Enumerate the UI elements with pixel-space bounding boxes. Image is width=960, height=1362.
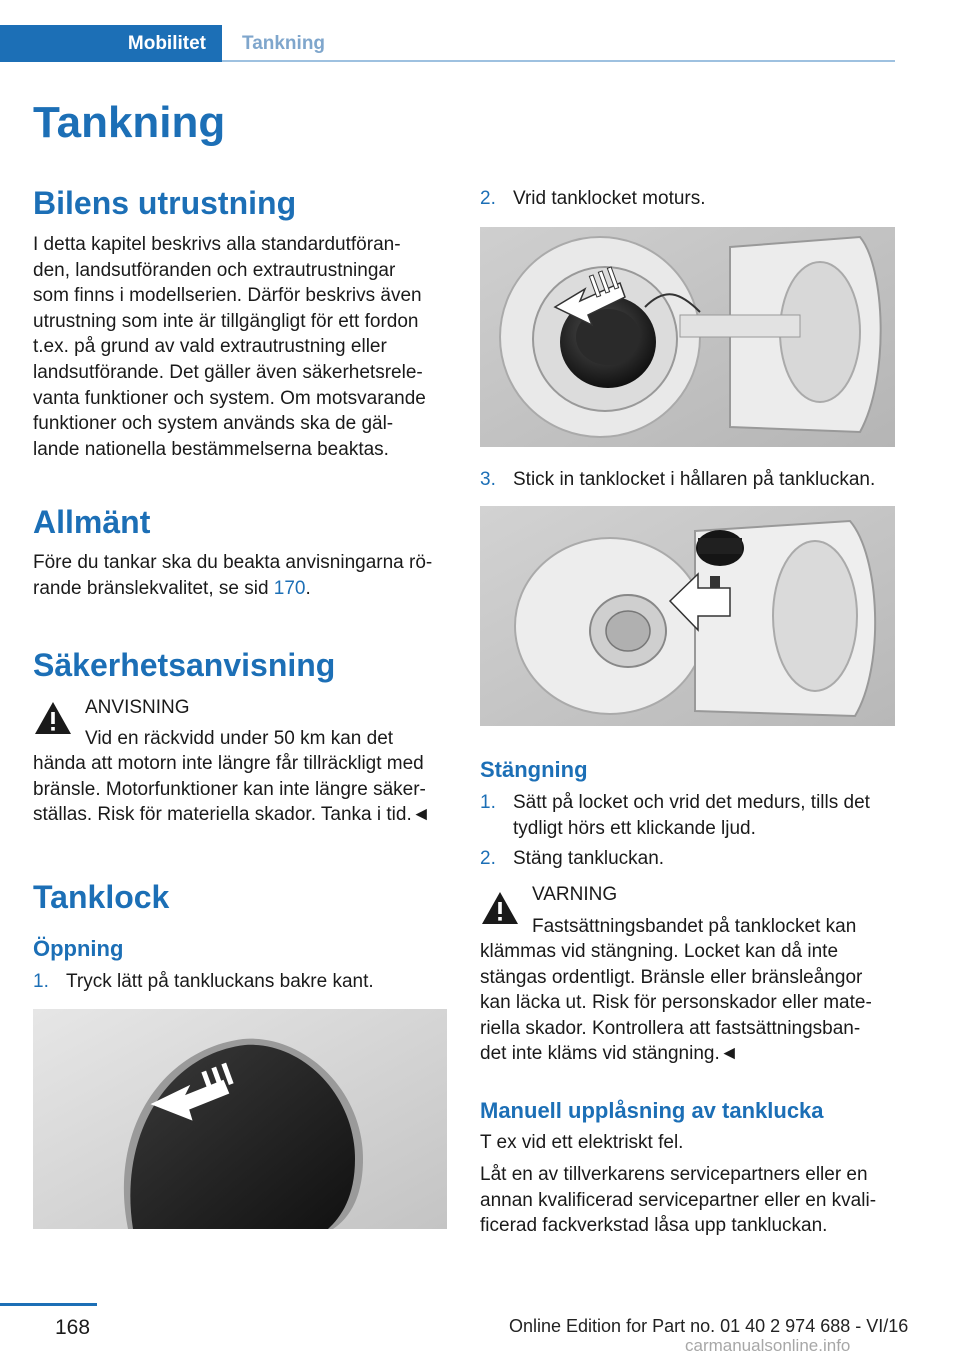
warning-paragraph [480, 939, 900, 1067]
list-item [480, 790, 900, 842]
text-line: tydligt hörs ett klickande ljud. [513, 817, 756, 839]
header-bar [0, 25, 895, 62]
text-line: hända att motorn inte längre får tillräckligt med [33, 753, 424, 774]
warning-first-line: Fastsättningsbandet på tanklocket kan [532, 916, 857, 937]
warning-triangle-icon [33, 700, 73, 736]
list-number: 3. [480, 469, 496, 490]
text-line: lande nationella bestämmelserna beaktas. [33, 438, 389, 460]
text-line: kan läcka ut. Risk för personskador eller mate‐ [480, 992, 872, 1014]
fuel-flap-photo [33, 1009, 447, 1229]
page-link[interactable]: 170 [273, 577, 306, 599]
page-title: Tankning [33, 98, 226, 147]
cap-holder-illustration [480, 506, 895, 726]
text-line: bränsle. Motorfunktioner kan inte längre säker‐ [33, 778, 426, 800]
text-fragment: rande bränslekvalitet, se sid [33, 577, 274, 599]
text-line: annan kvalificerad servicepartner eller en kvali‐ [480, 1189, 877, 1211]
equipment-paragraph [33, 232, 453, 462]
text-line: t.ex. på grund av vald extrautrustning eller [33, 336, 387, 358]
text-line: landsutförande. Det gäller även säkerhetsrele‐ [33, 361, 423, 383]
text-line: vanta funktioner och system. Om motsvarande [33, 387, 426, 409]
text-line: utrustning som inte är tillgängligt för ett fordon [33, 310, 419, 332]
fuel-flap-illustration [33, 1009, 447, 1229]
manual-paragraph [480, 1162, 900, 1239]
warning-triangle-icon [480, 890, 520, 926]
heading-fuel-cap: Tanklock [33, 879, 170, 915]
page-number: 168 [55, 1316, 91, 1339]
text-fragment: . [305, 577, 311, 599]
warning-label: ANVISNING [85, 697, 190, 718]
text-line: ficerad fackverkstad låsa upp tankluckan. [480, 1215, 828, 1237]
text-line: som finns i modellserien. Därför beskrivs även [33, 285, 422, 307]
text-line: I detta kapitel beskrivs alla standardutföran‐ [33, 234, 401, 255]
heading-equipment: Bilens utrustning [33, 185, 297, 221]
list-text: Vrid tanklocket moturs. [513, 188, 706, 209]
watermark: carmanualsonline.info [685, 1336, 851, 1355]
edition-text: Online Edition for Part no. 01 40 2 974 688 - VI/16 [509, 1316, 909, 1336]
text-line: stängas ordentligt. Bränsle eller bränsleångor [480, 966, 863, 988]
footer-divider [0, 1303, 97, 1306]
text-line [33, 576, 453, 602]
text-line: den, landsutföranden och extrautrustningar [33, 259, 396, 281]
list-number: 1. [480, 792, 496, 813]
text-line: klämmas vid stängning. Locket kan då inte [480, 941, 839, 962]
list-text: Tryck lätt på tankluckans bakre kant. [66, 971, 374, 992]
header-divider [222, 60, 895, 62]
text-line: Sätt på locket och vrid det medurs, tills det [513, 792, 870, 813]
unscrew-cap-photo [480, 227, 895, 447]
list-item [480, 467, 900, 493]
warning-paragraph [33, 751, 453, 828]
heading-general: Allmänt [33, 504, 151, 540]
text-line: ställas. Risk för materiella skador. Tanka i tid.◄ [33, 804, 431, 826]
general-paragraph [33, 550, 453, 601]
list-text: Stäng tankluckan. [513, 848, 665, 869]
heading-safety: Säkerhetsanvisning [33, 647, 336, 683]
list-item [480, 846, 900, 872]
list-number: 2. [480, 848, 496, 869]
cap-holder-photo [480, 506, 895, 726]
section-tab: Mobilitet [0, 25, 222, 62]
list-text [513, 790, 870, 841]
list-item [33, 969, 453, 995]
list-number: 1. [33, 971, 49, 992]
text-line: det inte kläms vid stängning.◄ [480, 1043, 739, 1065]
text-line: Före du tankar ska du beakta anvisningarna rö‐ [33, 552, 433, 573]
list-text: Stick in tanklocket i hållaren på tankluckan. [513, 469, 876, 490]
warning-label: VARNING [532, 884, 618, 905]
heading-opening: Öppning [33, 936, 124, 961]
text-line: funktioner och system används ska de gäl‐ [33, 413, 394, 435]
unscrew-cap-illustration [480, 227, 895, 447]
heading-closing: Stängning [480, 757, 588, 782]
manual-intro: T ex vid ett elektriskt fel. [480, 1132, 684, 1153]
list-number: 2. [480, 188, 496, 209]
heading-manual-unlock: Manuell upplåsning av tanklucka [480, 1098, 824, 1123]
subsection-tab: Tankning [242, 32, 326, 54]
list-item [480, 186, 900, 212]
warning-first-line: Vid en räckvidd under 50 km kan det [85, 728, 394, 749]
text-line: riella skador. Kontrollera att fastsättningsban‐ [480, 1017, 861, 1039]
text-line: Låt en av tillverkarens servicepartners eller en [480, 1164, 868, 1185]
